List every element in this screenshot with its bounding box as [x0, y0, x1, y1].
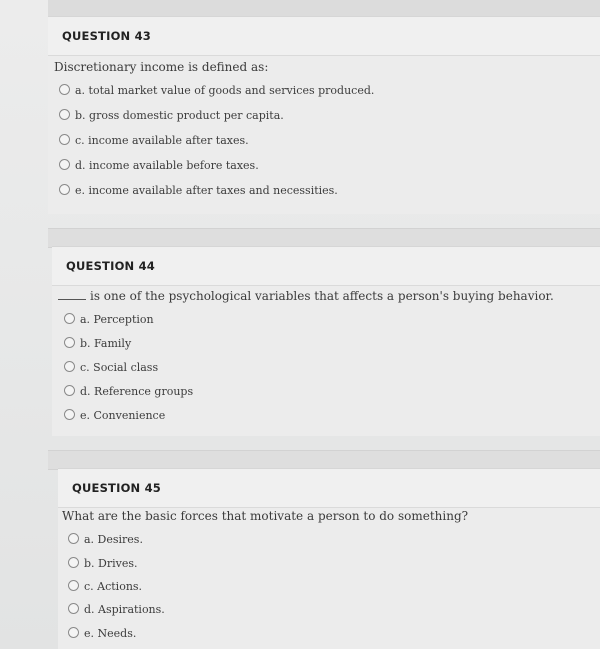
question-44-title: QUESTION 44 [66, 259, 155, 273]
question-43-header [48, 16, 600, 56]
question-45-option-e[interactable]: e. Needs. [68, 627, 136, 643]
radio-button[interactable] [64, 385, 75, 396]
radio-button[interactable] [68, 603, 79, 614]
question-44-option-a[interactable]: a. Perception [64, 313, 154, 329]
radio-button[interactable] [59, 159, 70, 170]
radio-button[interactable] [68, 580, 79, 591]
question-43-option-e[interactable]: e. income available after taxes and necessities. [59, 184, 338, 200]
radio-button[interactable] [68, 533, 79, 544]
question-43-option-d[interactable]: d. income available before taxes. [59, 159, 259, 175]
radio-button[interactable] [59, 134, 70, 145]
question-45-option-b[interactable]: b. Drives. [68, 557, 138, 573]
radio-button[interactable] [68, 557, 79, 568]
question-44-option-e[interactable]: e. Convenience [64, 409, 165, 425]
question-45-header [58, 468, 600, 508]
question-44-header [52, 246, 600, 286]
question-divider [48, 450, 600, 470]
question-45-prompt: What are the basic forces that motivate a person to do something? [62, 509, 469, 523]
question-45-option-a[interactable]: a. Desires. [68, 533, 143, 549]
radio-button[interactable] [59, 84, 70, 95]
top-divider [48, 0, 600, 17]
radio-button[interactable] [59, 184, 70, 195]
question-45-body [58, 508, 600, 649]
question-divider [48, 228, 600, 248]
question-43-option-c[interactable]: c. income available after taxes. [59, 134, 249, 150]
question-44-prompt [58, 289, 554, 303]
fill-in-blank [58, 299, 86, 300]
radio-button[interactable] [64, 337, 75, 348]
question-45-option-d[interactable]: d. Aspirations. [68, 603, 165, 619]
radio-button[interactable] [64, 361, 75, 372]
question-43-option-b[interactable]: b. gross domestic product per capita. [59, 109, 284, 125]
radio-button[interactable] [64, 409, 75, 420]
question-45-option-c[interactable]: c. Actions. [68, 580, 142, 596]
question-45-title: QUESTION 45 [72, 481, 161, 495]
question-44-option-c[interactable]: c. Social class [64, 361, 158, 377]
radio-button[interactable] [64, 313, 75, 324]
question-44-option-d[interactable]: d. Reference groups [64, 385, 193, 401]
question-43-prompt: Discretionary income is defined as: [54, 60, 269, 74]
radio-button[interactable] [59, 109, 70, 120]
question-44-prompt-text: is one of the psychological variables that affects a person's buying behavior. [90, 289, 554, 303]
radio-button[interactable] [68, 627, 79, 638]
question-44-option-b[interactable]: b. Family [64, 337, 131, 353]
question-43-option-a[interactable]: a. total market value of goods and services produced. [59, 84, 374, 100]
question-43-title: QUESTION 43 [62, 29, 151, 43]
